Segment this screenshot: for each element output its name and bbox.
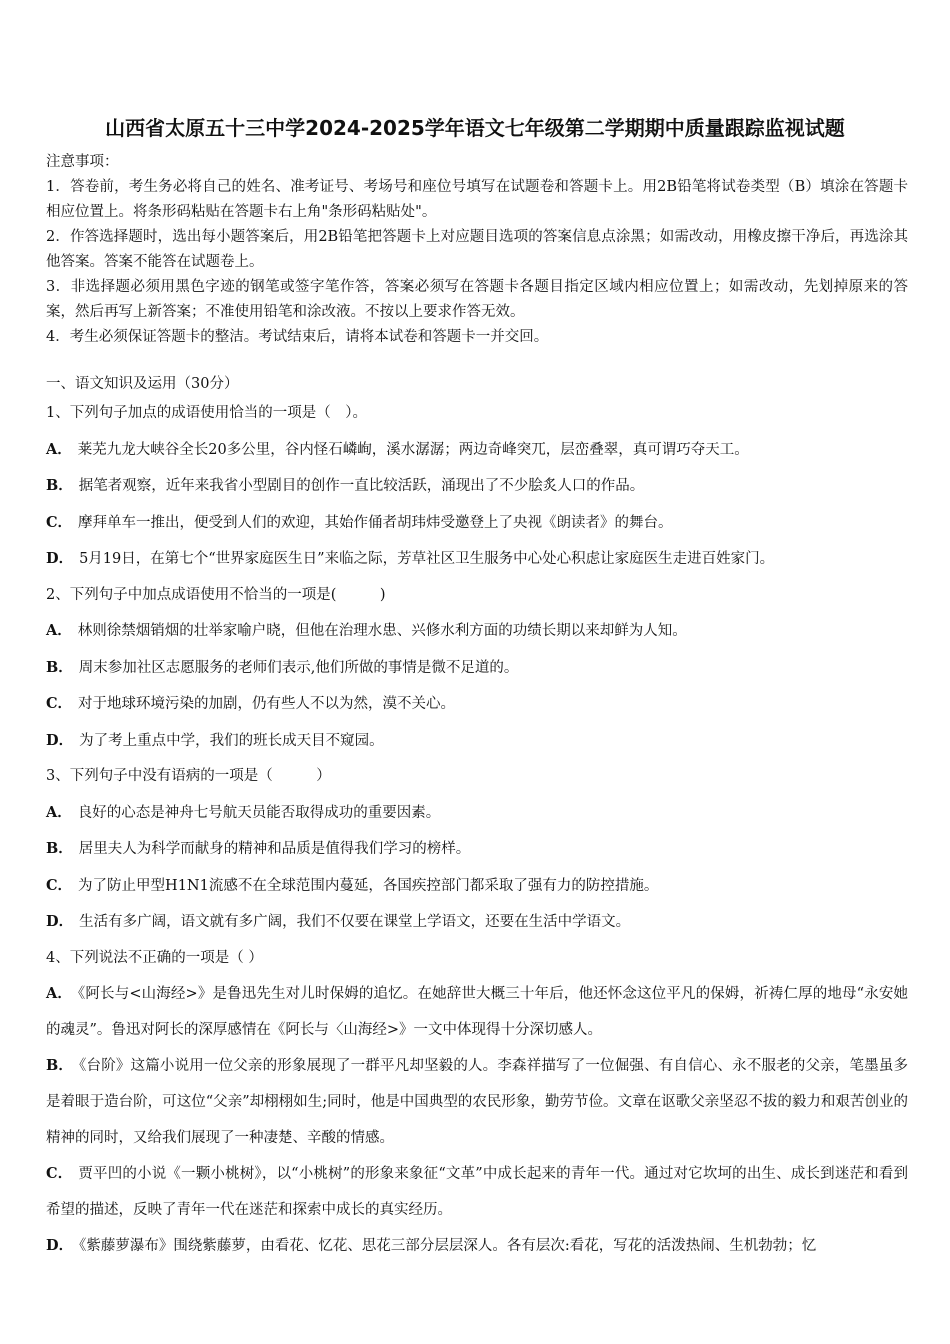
option-letter: D．	[46, 1237, 74, 1254]
option-text: 生活有多广阔，语文就有多广阔，我们不仅要在课堂上学语文，还要在生活中学语文。	[79, 914, 631, 930]
question-stem: 1、下列句子加点的成语使用恰当的一项是（ ）。	[46, 405, 367, 421]
section-header	[46, 372, 908, 397]
option-text: 《台阶》这篇小说用一位父亲的形象展现了一群平凡却坚毅的人。李森祥描写了一位倔强、有自信心、永不服老的父亲，笔墨虽多是着眼于造台阶，可这位“父亲”却栩栩如生;同时，他是中国典型的农民形象，勤劳节俭。文章在讴歌父亲坚忍不拔的毅力和艰苦创业的精神的同时，又给我们展现了一种凄楚、辛酸的情感。	[46, 1058, 908, 1146]
option-letter: C．	[46, 695, 73, 712]
option-a	[46, 976, 908, 1048]
option-d	[46, 723, 908, 760]
question	[46, 578, 908, 760]
option-d	[46, 904, 908, 941]
option-a	[46, 432, 908, 469]
option-letter: B．	[46, 840, 73, 857]
option-text: 良好的心态是神舟七号航天员能否取得成功的重要因素。	[77, 804, 441, 821]
option-b	[46, 650, 908, 687]
question	[46, 941, 908, 1265]
option-c	[46, 505, 908, 542]
note-item: 4．考生必须保证答题卡的整洁。考试结束后，请将本试卷和答题卡一并交回。	[46, 329, 549, 345]
option-letter: D．	[46, 913, 74, 930]
option-b	[46, 831, 908, 868]
note-item: 3．非选择题必须用黑色字迹的钢笔或签字笔作答，答案必须写在答题卡各题目指定区域内相应位置上；如需改动，先划掉原来的答案，然后再写上新答案；不准使用铅笔和涂改液。不按以上要求作答无效。	[46, 279, 908, 320]
option-text: 《阿长与<山海经>》是鲁迅先生对儿时保姆的追忆。在她辞世大概三十年后，他还怀念这位平凡的保姆，祈祷仁厚的地母“永安她的魂灵”。鲁迅对阿长的深厚感情在《阿长与〈山海经>》一文中体现得十分深切感人。	[46, 986, 908, 1038]
option-text: 对于地球环境污染的加剧，仍有些人不以为然，漠不关心。	[78, 696, 456, 712]
option-letter: A．	[46, 803, 72, 821]
option-d	[46, 541, 908, 578]
option-text: 《紫藤萝瀑布》围绕紫藤萝，由看花、忆花、思花三部分层层深人。各有层次:看花，写花的活泼热闹、生机勃勃；忆	[79, 1238, 817, 1254]
option-text: 周末参加社区志愿服务的老师们表示,他们所做的事情是微不足道的。	[78, 659, 519, 676]
option-text: 莱芜九龙大峡谷全长20多公里，谷内怪石嶙峋，溪水潺潺；两边奇峰突兀，层峦叠翠，真可谓巧夺天工。	[77, 441, 749, 458]
option-letter: A．	[46, 985, 73, 1002]
question-stem: 2、下列句子中加点成语使用不恰当的一项是( )	[46, 586, 386, 603]
question-stem: 3、下列句子中没有语病的一项是（ ）	[46, 768, 331, 784]
notes-section	[46, 150, 908, 350]
option-c	[46, 868, 908, 905]
option-letter: C．	[46, 513, 73, 531]
option-letter: C．	[46, 876, 73, 894]
option-letter: D．	[46, 731, 74, 749]
question	[46, 396, 908, 578]
option-text: 5月19日，在第七个“世界家庭医生日”来临之际，芳草社区卫生服务中心处心积虑让家庭医生走进百姓家门。	[79, 551, 775, 567]
option-d	[46, 1228, 908, 1264]
option-letter: D．	[46, 550, 74, 567]
note-item: 2．作答选择题时，选出每小题答案后，用2B铅笔把答题卡上对应题目选项的答案信息点涂黑；如需改动，用橡皮擦干净后，再选涂其他答案。答案不能答在试题卷上。	[46, 229, 908, 270]
option-c	[46, 1156, 908, 1228]
question-stem: 4、下列说法不正确的一项是（ ）	[46, 949, 263, 966]
option-text: 居里夫人为科学而献身的精神和品质是值得我们学习的榜样。	[78, 841, 471, 857]
option-b	[46, 468, 908, 505]
notes-heading: 注意事项：	[46, 154, 119, 170]
option-text: 为了防止甲型H1N1流感不在全球范围内蔓延，各国疾控部门都采取了强有力的防控措施。	[78, 877, 659, 894]
option-letter: B．	[46, 1057, 74, 1074]
option-a	[46, 613, 908, 650]
option-letter: A．	[46, 622, 72, 639]
option-text: 摩拜单车一推出，便受到人们的欢迎，其始作俑者胡玮炜受邀登上了央视《朗读者》的舞台。	[78, 514, 673, 531]
option-text: 为了考上重点中学，我们的班长成天目不窥园。	[79, 732, 384, 749]
exam-title: 山西省太原五十三中学2024-2025学年语文七年级第二学期期中质量跟踪监视试题	[105, 116, 845, 140]
option-letter: C．	[46, 1165, 73, 1182]
option-a	[46, 795, 908, 832]
option-letter: B．	[46, 658, 73, 676]
option-text: 据笔者观察，近年来我省小型剧目的创作一直比较活跃，涌现出了不少脍炙人口的作品。	[78, 478, 645, 494]
question	[46, 759, 908, 941]
option-b	[46, 1048, 908, 1156]
option-letter: B．	[46, 477, 73, 494]
note-item: 1．答卷前，考生务必将自己的姓名、准考证号、考场号和座位号填写在试题卷和答题卡上。用2B铅笔将试卷类型（B）填涂在答题卡相应位置上。将条形码粘贴在答题卡右上角"条形码粘贴处"。	[46, 179, 908, 220]
option-text: 林则徐禁烟销烟的壮举家喻户晓，但他在治理水患、兴修水利方面的功绩长期以来却鲜为人知。	[77, 623, 687, 639]
questions-list	[46, 396, 908, 1264]
section-title: 一、语文知识及运用（30分）	[46, 376, 239, 392]
option-text: 贾平凹的小说《一颗小桃树》，以“小桃树”的形象来象征“文革”中成长起来的青年一代。通过对它坎坷的出生、成长到迷茫和看到希望的描述，反映了青年一代在迷茫和探索中成长的真实经历。	[46, 1166, 908, 1218]
option-letter: A．	[46, 440, 72, 458]
option-c	[46, 686, 908, 723]
